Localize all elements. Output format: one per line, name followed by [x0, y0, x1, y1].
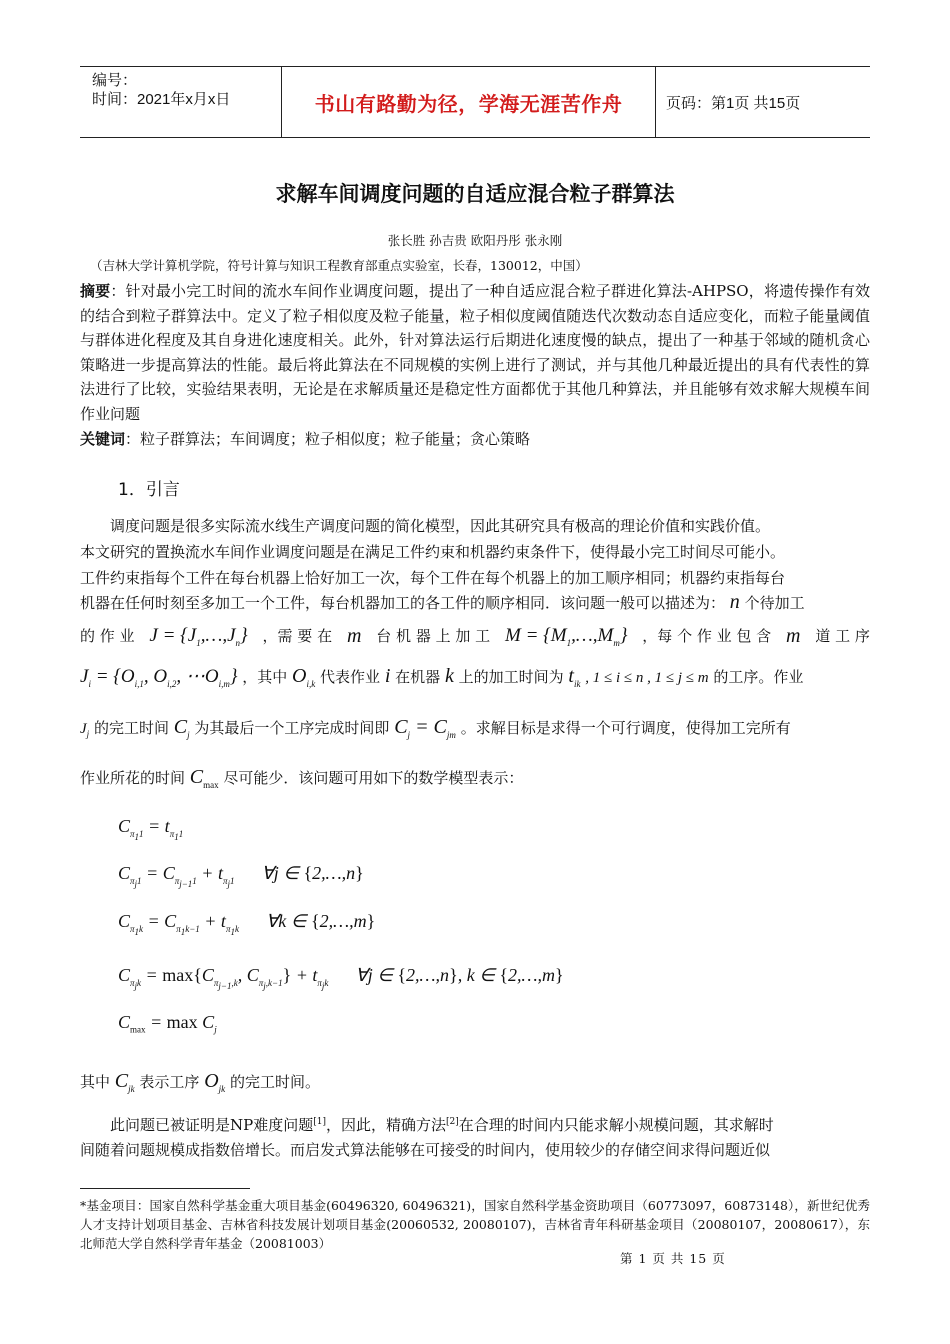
- intro-line-5-e: 道 工 序: [815, 627, 870, 645]
- intro-line-7-a: 的完工时间: [93, 719, 169, 737]
- date-label: 时间：2021年x月x日: [92, 91, 231, 108]
- intro-line-8-b: 尽可能少．该问题可用如下的数学模型表示：: [223, 769, 524, 787]
- intro-line-1: 调度问题是很多实际流水线生产调度问题的简化模型，因此其研究具有极高的理论价值和实践价值。: [110, 517, 771, 535]
- header-meta: [80, 67, 282, 137]
- math-tik: $t_{ik}$: [568, 665, 581, 689]
- math-oik: $O_{i,k}$: [292, 665, 316, 689]
- math-job-set: $J = \{J_1,\dots,J_n\}$: [149, 625, 248, 648]
- intro-line-4-text: 机器在任何时刻至多加工一个工件，每台机器加工的各工件的顺序相同．该问题一般可以描述为：: [80, 594, 726, 612]
- math-cj-eq: $C_j = C_{jm}$: [394, 716, 456, 740]
- intro-line-11: 间随着问题规模成指数倍增长。而启发式算法能够在可接受的时间内，使用较少的存储空间求得问题近似: [80, 1141, 771, 1159]
- intro-line-7-c: 。求解目标是求得一个可行调度，使得加工完所有: [460, 719, 791, 737]
- math-m: m: [346, 625, 362, 647]
- math-cmax: $C_{max}$: [189, 766, 219, 790]
- math-ojk: $O_{jk}$: [204, 1070, 226, 1094]
- header-motto: 书山有路勤为径，学海无涯苦作舟: [282, 67, 656, 137]
- intro-line-9-a: 其中: [80, 1073, 111, 1091]
- intro-line-7-b: 为其最后一个工序完成时间即: [194, 719, 390, 737]
- code-label: 编号：: [92, 72, 138, 89]
- math-cj: $C_j$: [173, 716, 190, 740]
- intro-line-5: [80, 625, 870, 648]
- equation-1: $C_{\pi_11} = t_{\pi_11}$: [118, 816, 184, 842]
- math-range: , 1 ≤ i ≤ n , 1 ≤ j ≤ m: [585, 670, 709, 686]
- intro-line-9-b: 表示工序: [139, 1073, 200, 1091]
- math-i: i: [384, 665, 391, 687]
- intro-line-6: [80, 665, 870, 689]
- intro-line-6-e: 的工序。作业: [713, 668, 804, 686]
- intro-line-8: [80, 766, 870, 790]
- section-heading: 1．引言: [118, 480, 180, 500]
- intro-line-5-b: ，需 要 在: [262, 627, 333, 645]
- intro-line-10-c: 在合理的时间内只能求解小规模问题，其求解时: [458, 1116, 774, 1134]
- math-jj: $J_j$: [80, 721, 90, 739]
- header-table: [80, 66, 870, 138]
- intro-line-10-b: ，因此，精确方法: [325, 1116, 446, 1134]
- math-machine-set: $M = \{M_1,\dots,M_m\}$: [505, 625, 628, 648]
- paper-authors: 张长胜 孙吉贵 欧阳丹彤 张永刚: [387, 233, 563, 248]
- keywords-text: ：粒子群算法；车间调度；粒子相似度；粒子能量；贪心策略: [125, 430, 531, 448]
- citation-2[interactable]: [2]: [446, 1117, 459, 1127]
- intro-line-7: [80, 716, 870, 740]
- intro-line-10: [80, 1114, 900, 1135]
- equation-2: $C_{\pi_j1} = C_{\pi_{j-1}1} + t_{\pi_j1}$ ∀j ∈ {2,…,n}: [118, 863, 364, 889]
- abstract: [80, 279, 870, 426]
- header-page-info: 页码：第1页 共15页: [666, 94, 801, 112]
- intro-line-6-d: 上的加工时间为: [458, 668, 564, 686]
- keywords-label: 关键词: [80, 430, 126, 448]
- intro-line-3: 工件约束指每个工件在每台机器上恰好加工一次，每个工件在每个机器上的加工顺序相同；机器约束指每台: [80, 569, 786, 587]
- math-m-2: m: [786, 625, 801, 647]
- intro-line-4: [80, 591, 870, 614]
- math-cjk: $C_{jk}$: [114, 1070, 135, 1094]
- intro-line-10-a: 此问题已被证明是NP难度问题: [110, 1116, 314, 1134]
- abstract-text: ：针对最小完工时间的流水车间作业调度问题，提出了一种自适应混合粒子群进化算法-AHPSO，将遗传操作有效的结合到粒子群算法中。定义了粒子相似度及粒子能量，粒子相似度阈值随迭代次数动态自适应变化，而粒子能量阈值与群体进化程度及其自身进化速度相关。此外，针对算法运行后期进化速度慢的缺点，提出了一种基于邻域的随机贪心策略进一步提高算法的性能。最后将此算法在不同规模的实例上进行了测试，并与其他几种最近提出的具有代表性的算法进行了比较，实验结果表明，无论是在求解质量还是稳定性方面都优于其他几种算法，并且能够有效求解大规模车间作业问题: [80, 282, 870, 423]
- intro-line-5-c: 台 机 器 上 加 工: [376, 627, 491, 645]
- intro-line-9: [80, 1070, 870, 1094]
- intro-line-8-a: 作业所花的时间: [80, 769, 186, 787]
- intro-line-6-b: 代表作业: [320, 668, 381, 686]
- intro-line-6-c: 在机器: [395, 668, 441, 686]
- intro-line-2: 本文研究的置换流水车间作业调度问题是在满足工件约束和机器约束条件下，使得最小完工时间尽可能小。: [80, 543, 786, 561]
- keywords: [80, 427, 870, 452]
- citation-1[interactable]: [1]: [313, 1117, 326, 1127]
- intro-line-6-a: ，其中: [242, 668, 288, 686]
- intro-line-9-c: 的完工时间。: [229, 1073, 320, 1091]
- math-k: k: [444, 665, 454, 687]
- footnote-rule: [80, 1188, 250, 1189]
- equation-3: $C_{\pi_1k} = C_{\pi_1k-1} + t_{\pi_1k}$ ∀k ∈ {2,…,m}: [118, 911, 376, 937]
- paper-title: 求解车间调度问题的自适应混合粒子群算法: [275, 182, 675, 206]
- equation-5: $C_{max} = \max C_j$: [118, 1012, 217, 1035]
- paper-affiliation: （吉林大学计算机学院，符号计算与知识工程教育部重点实验室，长春，130012，中国）: [90, 258, 588, 273]
- footnote: *基金项目：国家自然科学基金重大项目基金(60496320, 60496321)，国家自然科学基金资助项目（60773097，60873148），新世纪优秀人才支持计划项目基金、吉林省科技发展计划项目基金(20060532, 20080107)，吉林省青年科研基金项目（20080107，20080617），东北师范大学自然科学青年基金（20081003）: [80, 1198, 870, 1251]
- intro-line-5-d: ，每 个 作 业 包 含: [642, 627, 772, 645]
- equation-4: $C_{\pi_jk} = \max\{C_{\pi_{j-1},k}$, $C_{\pi_j,k-1}\} + t_{\pi_jk}$ ∀j ∈ {2,…,n}, k ∈ {2,…,m}: [118, 965, 564, 991]
- intro-line-5-a: 的 作 业: [80, 627, 135, 645]
- abstract-label: 摘要: [80, 282, 111, 300]
- page-number: 第 1 页 共 15 页: [620, 1251, 726, 1266]
- intro-line-4-tail: 个待加工: [744, 594, 805, 612]
- math-op-set: $J_i = \{O_{i,1}$, $O_{i,2}$, $\cdots O_{i,m}$}: [80, 666, 238, 689]
- math-n: n: [729, 591, 740, 613]
